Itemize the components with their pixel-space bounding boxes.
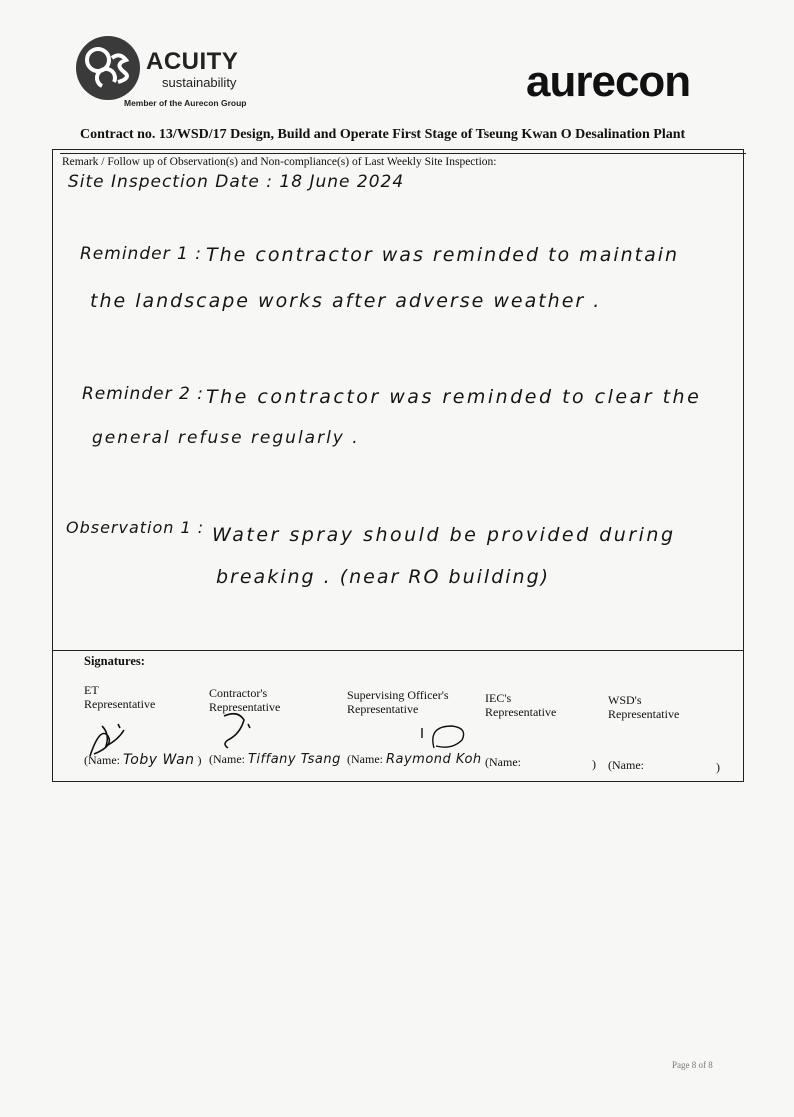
et-name-suffix: ) [197, 753, 202, 767]
acuity-wordmark: ACUITY [146, 48, 239, 75]
contractor-signature-mark [218, 706, 268, 752]
iec-role-line-1: IEC's [485, 691, 512, 705]
so-name-field [347, 752, 482, 767]
so-name-value: Raymond Koh [385, 752, 482, 767]
signatures-title: Signatures: [84, 654, 145, 668]
reminder-1-line-1: The contractor was reminded to maintain [206, 244, 680, 266]
acuity-member-note: Member of the Aurecon Group [124, 98, 247, 108]
iec-name-suffix: ) [592, 757, 596, 771]
et-name-value: Toby Wan [122, 752, 195, 768]
reminder-2-label: Reminder 2 : [82, 384, 204, 404]
wsd-role-line-1: WSD's [608, 693, 642, 707]
page-number: Page 8 of 8 [672, 1060, 713, 1070]
so-name-prefix: (Name: [347, 752, 383, 766]
observation-1-line-2: breaking . (near RO building) [216, 566, 551, 588]
et-role [84, 683, 155, 711]
wsd-name-prefix: (Name: [608, 758, 644, 772]
so-role-line-2: Representative [347, 702, 419, 716]
wsd-role [608, 693, 679, 721]
wsd-name-suffix: ) [716, 760, 720, 774]
reminder-2-line-1: The contractor was reminded to clear the [206, 386, 702, 408]
acuity-logo [76, 36, 266, 112]
wsd-role-line-2: Representative [608, 707, 680, 721]
contractor-name-value: Tiffany Tsang [247, 752, 341, 767]
et-name-prefix: (Name: [84, 753, 120, 767]
iec-role-line-2: Representative [485, 705, 557, 719]
aurecon-logo: aurecon [526, 57, 691, 106]
et-role-line-2: Representative [84, 697, 156, 711]
et-name-field [84, 752, 202, 768]
contract-title: Contract no. 13/WSD/17 Design, Build and Operate First Stage of Tseung Kwan O Desalination Plant [80, 127, 686, 142]
iec-name-prefix: (Name: [485, 755, 521, 769]
acuity-asc-monogram-icon [76, 36, 140, 100]
contractor-role-line-1: Contractor's [209, 686, 268, 700]
so-role-line-1: Supervising Officer's [347, 688, 449, 702]
signatures-divider [52, 650, 744, 651]
reminder-1-line-2: the landscape works after adverse weather . [90, 290, 602, 312]
contractor-role-line-2: Representative [209, 700, 281, 714]
acuity-tagline: sustainability [162, 75, 237, 90]
contractor-name-prefix: (Name: [209, 752, 245, 766]
observation-1-line-1: Water spray should be provided during [212, 524, 676, 546]
so-role [347, 688, 449, 716]
remark-heading: Remark / Follow up of Observation(s) and Non-compliance(s) of Last Weekly Site Inspection: [62, 156, 497, 168]
reminder-1-label: Reminder 1 : [80, 244, 202, 264]
iec-role [485, 691, 556, 719]
et-role-line-1: ET [84, 683, 99, 697]
observation-1-label: Observation 1 : [66, 518, 205, 537]
form-top-rule [60, 153, 746, 154]
contractor-name-field [209, 752, 341, 767]
reminder-2-line-2: general refuse regularly . [92, 428, 360, 448]
inspection-date: Site Inspection Date : 18 June 2024 [68, 172, 405, 192]
